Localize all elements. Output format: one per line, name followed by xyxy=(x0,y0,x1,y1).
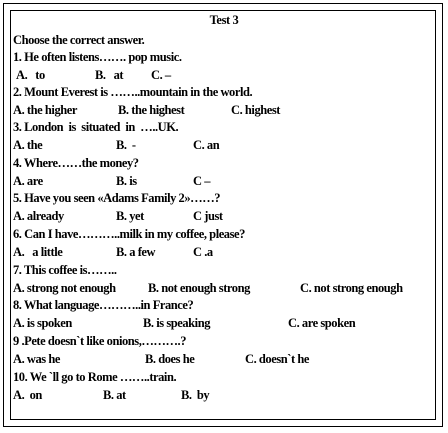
option-7b[interactable]: B. not enough strong xyxy=(148,281,250,295)
question-10: 10. We `ll go to Rome ……..train. xyxy=(13,370,177,384)
option-2a[interactable]: A. the higher xyxy=(13,103,77,117)
option-2c[interactable]: C. highest xyxy=(231,103,280,117)
option-1c[interactable]: C. – xyxy=(151,68,171,82)
option-1a[interactable]: A. to xyxy=(16,68,45,82)
option-3c[interactable]: C. an xyxy=(193,138,220,152)
option-7a[interactable]: A. strong not enough xyxy=(13,281,116,295)
options-5 xyxy=(13,207,435,225)
options-7 xyxy=(13,279,435,297)
option-8a[interactable]: A. is spoken xyxy=(13,316,72,330)
option-2b[interactable]: B. the highest xyxy=(118,103,185,117)
question-3: 3. London is situated in …..UK. xyxy=(13,120,179,134)
question-7: 7. This coffee is…….. xyxy=(13,263,117,277)
option-9a[interactable]: A. was he xyxy=(13,352,60,366)
question-2: 2. Mount Everest is ……..mountain in the world. xyxy=(13,85,253,99)
option-6b[interactable]: B. a few xyxy=(116,245,156,259)
option-7c[interactable]: C. not strong enough xyxy=(300,281,403,295)
options-1 xyxy=(13,66,435,84)
options-3 xyxy=(13,136,435,154)
question-9: 9 .Pete doesn`t like onions,……….? xyxy=(13,334,186,348)
instruction: Choose the correct answer. xyxy=(13,33,145,47)
options-8 xyxy=(13,314,435,332)
option-3a[interactable]: A. the xyxy=(13,138,43,152)
question-6: 6. Can I have………..milk in my coffee, please? xyxy=(13,227,245,241)
option-5b[interactable]: B. yet xyxy=(116,209,144,223)
options-9 xyxy=(13,350,435,368)
option-3b[interactable]: B. - xyxy=(116,138,136,152)
option-8c[interactable]: C. are spoken xyxy=(288,316,356,330)
option-9b[interactable]: B. does he xyxy=(145,352,195,366)
option-10a[interactable]: A. on xyxy=(13,388,42,402)
option-4a[interactable]: A. are xyxy=(13,174,43,188)
option-10c[interactable]: B. by xyxy=(181,388,210,402)
test-title: Test 3 xyxy=(209,13,239,27)
option-1b[interactable]: B. at xyxy=(95,68,124,82)
question-5: 5. Have you seen «Adams Family 2»……? xyxy=(13,191,221,205)
question-1: 1. He often listens……. pop music. xyxy=(13,50,182,64)
options-2 xyxy=(13,101,435,119)
option-10b[interactable]: B. at xyxy=(103,388,126,402)
options-4 xyxy=(13,172,435,190)
question-8: 8. What language………..in France? xyxy=(13,298,194,312)
option-9c[interactable]: C. doesn`t he xyxy=(245,352,309,366)
option-5c[interactable]: C just xyxy=(193,209,223,223)
options-10 xyxy=(13,386,435,404)
outer-border xyxy=(3,3,443,427)
option-5a[interactable]: A. already xyxy=(13,209,64,223)
option-6c[interactable]: C .a xyxy=(193,245,213,259)
option-4c[interactable]: C – xyxy=(193,174,211,188)
question-4: 4. Where……the money? xyxy=(13,156,139,170)
option-8b[interactable]: B. is speaking xyxy=(143,316,210,330)
options-6 xyxy=(13,243,435,261)
test-box xyxy=(10,10,436,420)
option-6a[interactable]: A. a little xyxy=(13,245,63,259)
option-4b[interactable]: B. is xyxy=(116,174,137,188)
